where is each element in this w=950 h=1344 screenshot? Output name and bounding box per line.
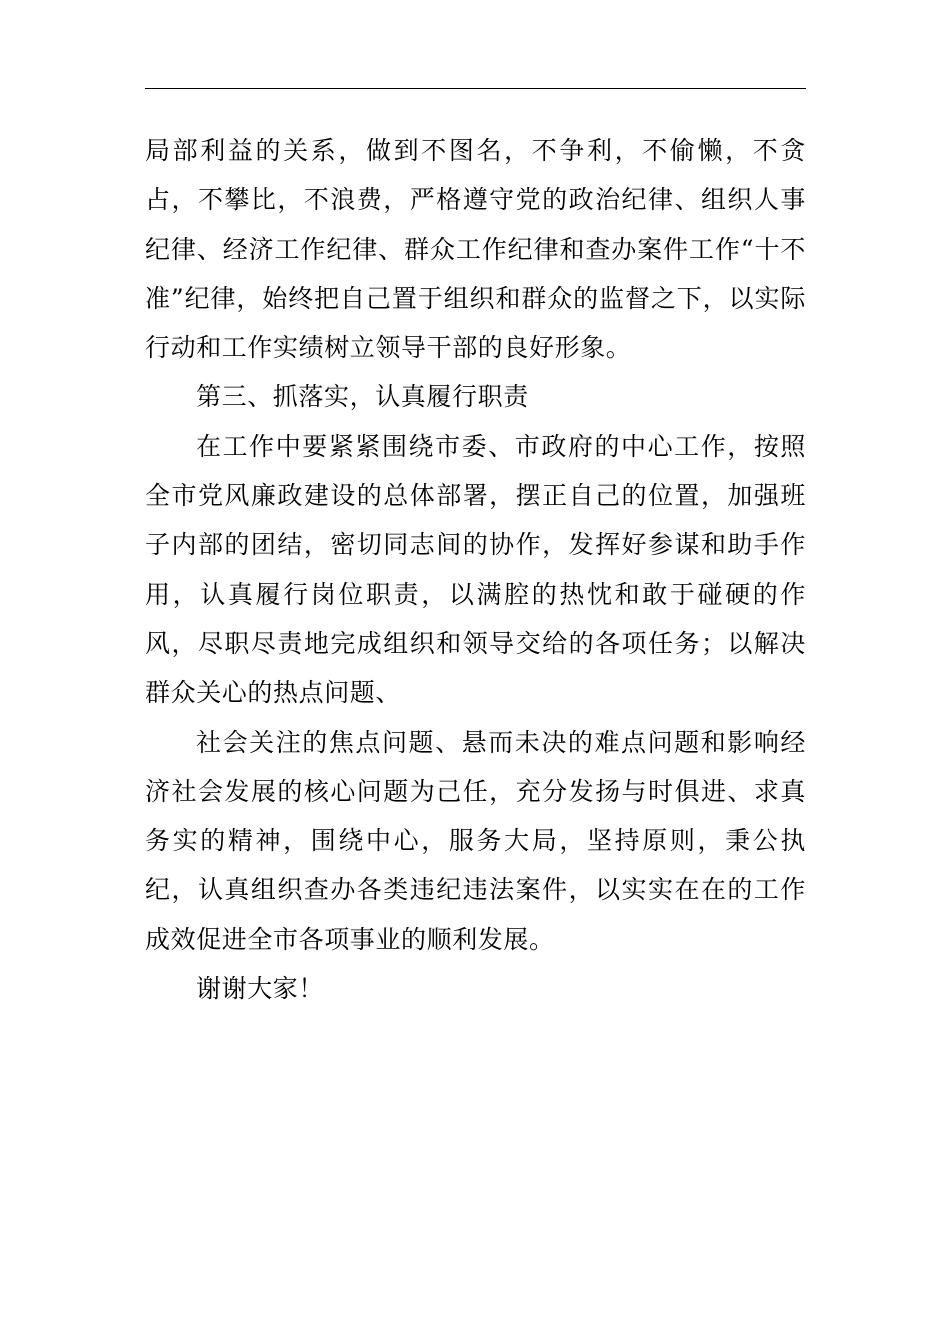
closing-remark: 谢谢大家！	[196, 974, 325, 1004]
document-body	[145, 126, 806, 1013]
header-rule	[145, 88, 806, 89]
paragraph-continuation: 局部利益的关系，做到不图名，不争利，不偷懒，不贪占，不攀比，不浪费，严格遵守党的政治纪律、组织人事纪律、经济工作纪律、群众工作纪律和查办案件工作“十不准”纪律，始终把自己置于组织和群众的监督之下，以实际行动和工作实绩树立领导干部的良好形象。	[145, 136, 806, 363]
paragraph-focus-issues: 社会关注的焦点问题、悬而未决的难点问题和影响经济社会发展的核心问题为己任，充分发扬与时俱进、求真务实的精神，围绕中心，服务大局，坚持原则，秉公执纪，认真组织查办各类违纪违法案件，以实实在在的工作成效促进全市各项事业的顺利发展。	[145, 727, 806, 954]
section-heading: 第三、抓落实，认真履行职责	[196, 382, 529, 412]
paragraph-duties: 在工作中要紧紧围绕市委、市政府的中心工作，按照全市党风廉政建设的总体部署，摆正自己的位置，加强班子内部的团结，密切同志间的协作，发挥好参谋和助手作用，认真履行岗位职责，以满腔的热忱和敢于碰硬的作风，尽职尽责地完成组织和领导交给的各项任务；以解决群众关心的热点问题、	[145, 431, 806, 708]
